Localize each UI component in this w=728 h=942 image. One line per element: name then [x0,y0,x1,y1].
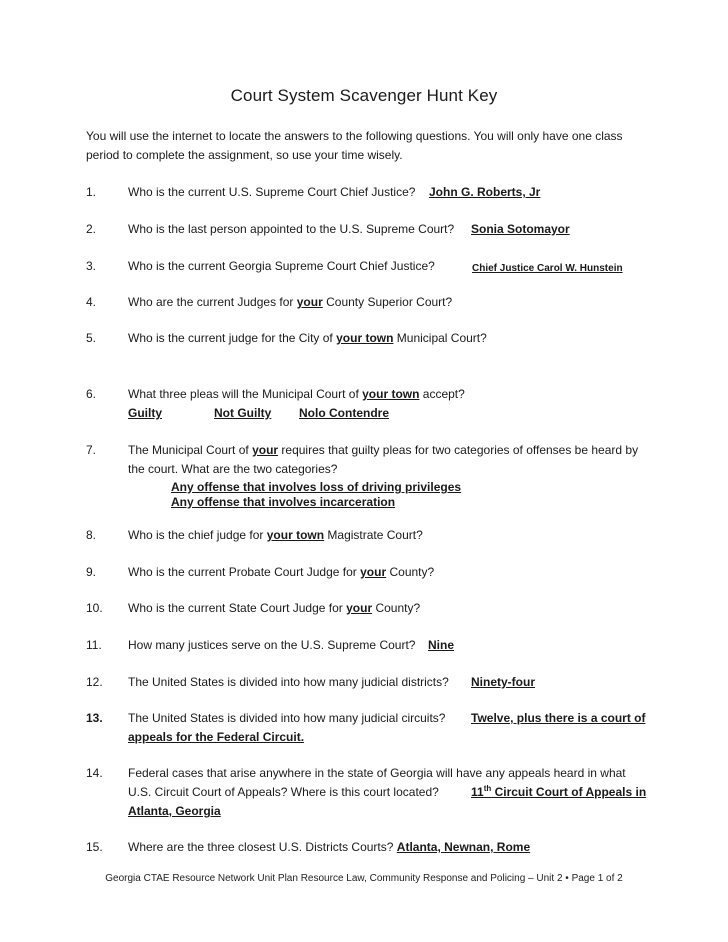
answer: John G. Roberts, Jr [429,185,541,199]
answer-continued: appeals for the Federal Circuit. [128,730,305,744]
question-text: The Municipal Court of your requires that guilty pleas for two categories of offenses be heard by the court. What are the two categories? [128,443,639,476]
answer: Sonia Sotomayor [471,222,570,236]
question-text: Where are the three closest U.S. Districts Courts? Atlanta, Newnan, Rome [128,840,531,854]
question-text: Who is the current State Court Judge for your County? [128,601,421,615]
answer: 11th Circuit Court of Appeals in [471,784,647,799]
question-text: The United States is divided into how many judicial districts? [128,675,449,689]
category-answer: Any offense that involves loss of driving privileges [171,480,462,494]
question-number: 6. [86,387,97,401]
question-number: 8. [86,528,97,542]
question-number: 4. [86,295,97,309]
intro-paragraph: You will use the internet to locate the answers to the following questions. You will only have one class period to complete the assignment, so use your time wisely. [86,129,623,162]
emphasis: your town [266,528,325,542]
question-number: 10. [86,601,103,615]
question-number: 2. [86,222,97,236]
question-text: Who is the chief judge for your town Magistrate Court? [128,528,423,542]
page-title: Court System Scavenger Hunt Key [230,86,498,105]
answer-continued: Atlanta, Georgia [128,804,221,818]
question-number: 1. [86,185,97,199]
question-text: Who is the current judge for the City of your town Municipal Court? [128,331,487,345]
answer: Atlanta, Newnan, Rome [396,840,531,854]
answer: Chief Justice Carol W. Hunstein [472,263,623,274]
question-number: 13. [86,711,103,725]
question-text: The United States is divided into how many judicial circuits? [128,711,446,725]
question-text-continued: U.S. Circuit Court of Appeals? Where is this court located? [128,785,439,799]
question-number: 7. [86,443,97,457]
question-number: 15. [86,840,103,854]
answer: Twelve, plus there is a court of [471,711,646,725]
emphasis: your [296,295,323,309]
plea-answer: Guilty [128,406,163,420]
emphasis: your [252,443,279,457]
question-text: Federal cases that arise anywhere in the state of Georgia will have any appeals heard in what [128,766,626,780]
answer: Nine [428,638,455,652]
question-text: Who is the current U.S. Supreme Court Chief Justice? [128,185,416,199]
question-text: Who are the current Judges for your County Superior Court? [128,295,453,309]
question-number: 11. [86,638,102,652]
question-number: 14. [86,766,103,780]
emphasis: your [360,565,387,579]
category-answer: Any offense that involves incarceration [171,495,396,509]
question-text: Who is the current Probate Court Judge for your County? [128,565,435,579]
question-number: 9. [86,565,97,579]
question-number: 3. [86,259,97,273]
question-number: 12. [86,675,103,689]
question-text: Who is the current Georgia Supreme Court Chief Justice? [128,259,435,273]
page-footer: Georgia CTAE Resource Network Unit Plan Resource Law, Community Response and Policing – Unit 2 • Page 1 of 2 [105,873,623,884]
plea-answer: Nolo Contendre [299,406,389,420]
emphasis: your town [362,387,420,401]
question-text: How many justices serve on the U.S. Supreme Court? [128,638,416,652]
question-text: What three pleas will the Municipal Court of your town accept? [128,387,465,401]
question-text: Who is the last person appointed to the U.S. Supreme Court? [128,222,455,236]
question-number: 5. [86,331,97,345]
answer: Ninety-four [471,675,535,689]
emphasis: your town [336,331,394,345]
emphasis: your [346,601,373,615]
plea-answer: Not Guilty [214,406,272,420]
